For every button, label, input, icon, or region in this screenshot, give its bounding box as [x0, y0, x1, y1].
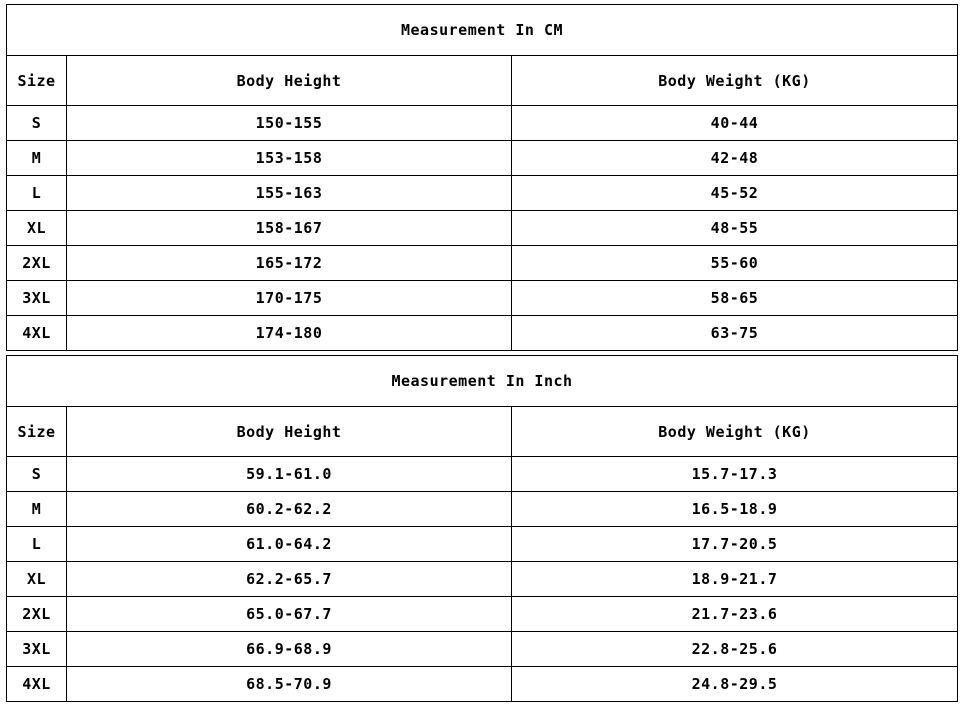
weight-cell: 15.7-17.3	[512, 457, 958, 492]
weight-cell: 17.7-20.5	[512, 527, 958, 562]
weight-cell: 21.7-23.6	[512, 597, 958, 632]
table-row	[7, 667, 958, 702]
table-title: Measurement In CM	[7, 5, 958, 56]
size-table-cm	[6, 4, 958, 351]
weight-cell: 58-65	[512, 281, 958, 316]
size-cell: 4XL	[7, 316, 67, 351]
weight-cell: 45-52	[512, 176, 958, 211]
size-cell: 2XL	[7, 246, 67, 281]
header-size: Size	[7, 407, 67, 457]
size-cell: XL	[7, 211, 67, 246]
header-body-height: Body Height	[67, 407, 512, 457]
size-cell: 2XL	[7, 597, 67, 632]
height-cell: 165-172	[67, 246, 512, 281]
table-row	[7, 562, 958, 597]
height-cell: 68.5-70.9	[67, 667, 512, 702]
weight-cell: 16.5-18.9	[512, 492, 958, 527]
table-row	[7, 106, 958, 141]
table-row	[7, 632, 958, 667]
size-cell: M	[7, 492, 67, 527]
weight-cell: 18.9-21.7	[512, 562, 958, 597]
size-cell: 3XL	[7, 281, 67, 316]
weight-cell: 55-60	[512, 246, 958, 281]
header-size: Size	[7, 56, 67, 106]
table-row	[7, 246, 958, 281]
table-row	[7, 281, 958, 316]
header-body-height: Body Height	[67, 56, 512, 106]
weight-cell: 63-75	[512, 316, 958, 351]
table-row	[7, 597, 958, 632]
table-row	[7, 457, 958, 492]
weight-cell: 40-44	[512, 106, 958, 141]
height-cell: 59.1-61.0	[67, 457, 512, 492]
height-cell: 60.2-62.2	[67, 492, 512, 527]
table-row	[7, 141, 958, 176]
height-cell: 155-163	[67, 176, 512, 211]
size-cell: M	[7, 141, 67, 176]
size-cell: S	[7, 457, 67, 492]
table-row	[7, 211, 958, 246]
table-row	[7, 316, 958, 351]
weight-cell: 22.8-25.6	[512, 632, 958, 667]
weight-cell: 48-55	[512, 211, 958, 246]
size-table-inch	[6, 355, 958, 702]
size-cell: XL	[7, 562, 67, 597]
table-row	[7, 492, 958, 527]
size-cell: 3XL	[7, 632, 67, 667]
height-cell: 150-155	[67, 106, 512, 141]
height-cell: 61.0-64.2	[67, 527, 512, 562]
height-cell: 174-180	[67, 316, 512, 351]
header-body-weight: Body Weight (KG)	[512, 407, 958, 457]
height-cell: 66.9-68.9	[67, 632, 512, 667]
height-cell: 65.0-67.7	[67, 597, 512, 632]
height-cell: 158-167	[67, 211, 512, 246]
table-row	[7, 527, 958, 562]
height-cell: 62.2-65.7	[67, 562, 512, 597]
header-body-weight: Body Weight (KG)	[512, 56, 958, 106]
table-title-row	[7, 356, 958, 407]
table-title: Measurement In Inch	[7, 356, 958, 407]
table-title-row	[7, 5, 958, 56]
height-cell: 170-175	[67, 281, 512, 316]
weight-cell: 42-48	[512, 141, 958, 176]
header-row	[7, 56, 958, 106]
size-cell: L	[7, 176, 67, 211]
weight-cell: 24.8-29.5	[512, 667, 958, 702]
size-cell: 4XL	[7, 667, 67, 702]
header-row	[7, 407, 958, 457]
size-cell: L	[7, 527, 67, 562]
height-cell: 153-158	[67, 141, 512, 176]
size-cell: S	[7, 106, 67, 141]
table-row	[7, 176, 958, 211]
